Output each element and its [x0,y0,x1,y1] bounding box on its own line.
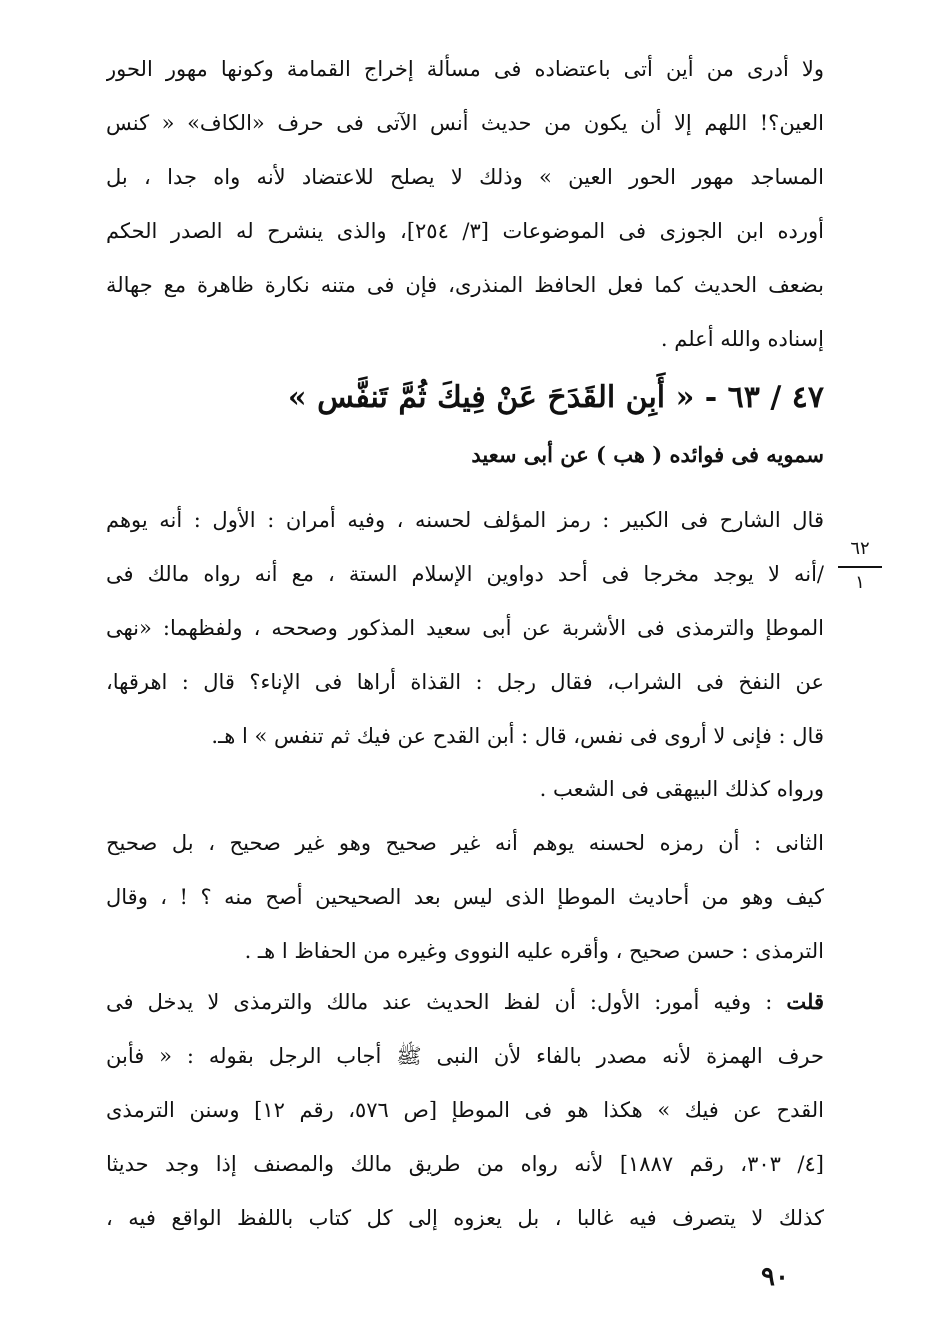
text-line: أورده ابن الجوزى فى الموضوعات [٣/ ٢٥٤]، والذى ينشرح له الصدر الحكم [106,219,824,243]
paragraph-second-point [106,816,824,978]
text-line: إسناده والله أعلم . [660,327,824,351]
page-number: ٩٠ [761,1262,789,1292]
margin-reference-page: ١ [855,572,865,593]
paragraph-commentary [106,493,824,763]
text-line: ورواه كذلك البيهقى فى الشعب . [539,777,824,801]
text-line: الثانى : أن رمزه لحسنه يوهم أنه غير صحيح وهو غير صحيح ، بل صحيح [106,831,824,855]
text-line: ولا أدرى من أين أتى باعتضاده فى مسألة إخراج القمامة وكونها مهور الحور [106,57,824,81]
margin-reference-rule [838,566,882,568]
text-line: المساجد مهور الحور العين » وذلك لا يصلح للاعتضاد لأنه واه جدا ، بل [106,165,824,189]
response-first-line: : وفيه أمور: الأول: أن لفظ الحديث عند مالك والترمذى لا يدخل فى [106,990,787,1014]
paragraph-intro [106,42,824,366]
hadith-heading: ٤٧ / ٦٣ - « أَبِن القَدَحَ عَنْ فِيكَ ثُمَّ تَنفَّس » [287,380,824,415]
hadith-source: سمويه فى فوائده ( هب ) عن أبى سعيد [471,442,824,467]
margin-reference-volume: ٦٢ [850,538,870,559]
text-line: الترمذى : حسن صحيح ، وأقره عليه النووى وغيره من الحفاظ ا هـ . [244,939,824,963]
margin-reference [838,538,882,594]
text-line: [٤/ ٣٠٣، رقم ١٨٨٧] لأنه رواه من طريق مالك والمصنف إذا وجد حديثا [106,1152,824,1176]
text-line: /أنه لا يوجد مخرجا فى أحد دواوين الإسلام الستة ، مع أنه رواه مالك فى [106,562,824,586]
text-line: قال : فإنى لا أروى فى نفس، قال : أبن القدح عن فيك ثم تنفس » ا هـ. [211,724,824,748]
text-line: كيف وهو من أحاديث الموطإ الذى ليس بعد الصحيحين أصح منه ؟ ! ، وقال [106,885,824,909]
text-line: حرف الهمزة لأنه مصدر بالفاء لأن النبى ﷺ أجاب الرجل بقوله : « فأبن [106,1044,824,1068]
response-lead: قلت [786,989,824,1014]
text-line: القدح عن فيك » هكذا هو فى الموطإ [ص ٥٧٦، رقم ١٢] وسنن الترمذى [106,1098,824,1122]
text-line: الموطإ والترمذى فى الأشربة عن أبى سعيد المذكور وصححه ، ولفظهما: «نهى [106,616,824,640]
text-line [106,975,824,1029]
paragraph-bayhaqi [106,762,824,816]
text-line: عن النفخ فى الشراب، فقال رجل : القذاة أراها فى الإناء؟ قال : اهرقها، [106,670,824,694]
text-line: قال الشارح فى الكبير : رمز المؤلف لحسنه ، وفيه أمران : الأول : أنه يوهم [106,508,824,532]
text-line: العين؟! اللهم إلا أن يكون من حديث أنس الآتى فى حرف «الكاف» « كنس [106,111,824,135]
text-line: بضعف الحديث كما فعل الحافظ المنذرى، فإن فى متنه نكارة ظاهرة مع جهالة [106,273,824,297]
paragraph-response [106,975,824,1245]
text-line: كذلك لا يتصرف فيه غالبا ، بل يعزوه إلى كل كتاب باللفظ الواقع فيه ، [106,1206,824,1230]
